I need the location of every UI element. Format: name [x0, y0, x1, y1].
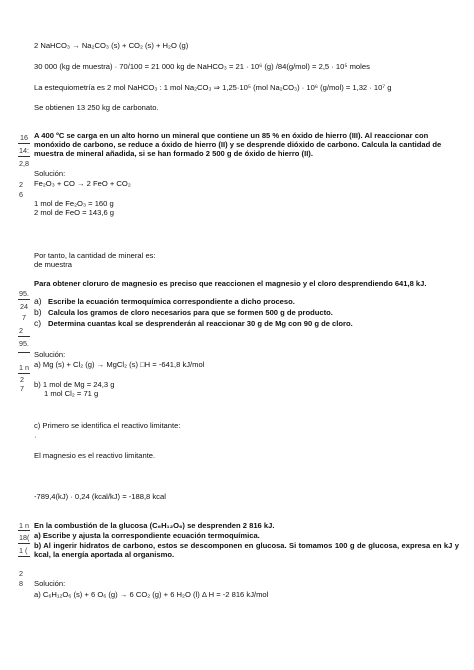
problem2-final-result: -789,4(kJ) · 0,24 (kcal/kJ) = -188,8 kcal [34, 492, 166, 501]
margin-rule [18, 156, 30, 157]
problem2-limiting-reagent: El magnesio es el reactivo limitante. [34, 451, 156, 460]
margin-fragment: 1 ( [19, 546, 28, 555]
problem2-item-b-marker: b) [34, 307, 42, 317]
intro-mass-line: 30 000 (kg de muestra) · 70/100 = 21 000 kg de NaHCO₃ = 21 · 10⁶ (g) /84(g/mol) = 2,5 · 10⁵ moles [34, 62, 370, 71]
margin-fragment: 1 n [19, 521, 29, 530]
problem2-statement: Para obtener cloruro de magnesio es preciso que reaccionen el magnesio y el cloro desprendiendo 641,8 kJ. [34, 279, 427, 288]
margin-fragment: 7 [22, 313, 26, 322]
problem2-solution-b-1: b) 1 mol de Mg = 24,3 g [34, 380, 115, 389]
problem2-solucion-label: Solución: [34, 350, 66, 359]
margin-fragment: 95. [19, 339, 29, 348]
margin-fragment: 2,8 [19, 159, 29, 168]
intro-stoich-line: La estequiometría es 2 mol NaHCO₃ : 1 mol Na₂CO₃ ⇒ 1,25·10⁵ (mol Na₂CO₃) · 10⁶ (g/mol) = 1,32 · 10⁷ g [34, 83, 392, 92]
margin-fragment: 8 [19, 579, 23, 588]
problem3-title: En la combustión de la glucosa (C₆H₁₂O₆) se desprenden 2 816 kJ. [34, 521, 275, 530]
problem1-conclusion-1: Por tanto, la cantidad de mineral es: [34, 251, 156, 260]
intro-reaction: 2 NaHCO₃ → Na₂CO₃ (s) + CO₂ (s) + H₂O (g) [34, 41, 189, 50]
margin-fragment: 7 [20, 384, 24, 393]
margin-rule [18, 336, 30, 337]
margin-rule [18, 143, 30, 144]
margin-rule [18, 530, 30, 531]
problem1-molar-1: 1 mol de Fe₂O₃ = 160 g [34, 199, 114, 208]
margin-fragment: 2 [19, 180, 23, 189]
margin-rule [18, 543, 30, 544]
problem2-solution-c-dot: · [34, 432, 37, 441]
margin-fragment: 14: [19, 146, 29, 155]
margin-fragment: 2 [19, 326, 23, 335]
margin-rule [18, 352, 30, 353]
problem2-item-a-marker: a) [34, 296, 42, 306]
margin-rule [18, 556, 30, 557]
problem1-molar-2: 2 mol de FeO = 143,6 g [34, 208, 114, 217]
problem2-item-b-text: Calcula los gramos de cloro necesarios para que se formen 500 g de producto. [48, 308, 333, 317]
margin-fragment: 6 [19, 190, 23, 199]
margin-rule [18, 373, 30, 374]
margin-fragment: 24 [20, 302, 28, 311]
problem1-solucion-label: Solución: [34, 169, 66, 178]
margin-fragment: 16 [20, 133, 28, 142]
margin-fragment: 1 n [19, 363, 29, 372]
problem3-solucion-label: Solución: [34, 579, 66, 588]
problem2-solution-c: c) Primero se identifica el reactivo limitante: [34, 421, 181, 430]
margin-fragment: 95. [19, 289, 29, 298]
problem3-item-a: a) Escribe y ajusta la correspondiente ecuación termoquímica. [34, 531, 260, 540]
margin-fragment: 2 [20, 375, 24, 384]
intro-result: Se obtienen 13 250 kg de carbonato. [34, 103, 159, 112]
problem2-solution-b-2: 1 mol Cl₂ = 71 g [44, 389, 99, 398]
problem3-solution-a: a) C₆H₁₂O₆ (s) + 6 O₆ (g) → 6 CO₂ (g) + 6 H₂O (l) Δ H = -2 816 kJ/mol [34, 590, 269, 599]
margin-fragment: 2 [19, 569, 23, 578]
margin-rule [18, 299, 30, 300]
margin-fragment: 18( [19, 533, 30, 542]
problem3-item-b: b) Al ingerir hidratos de carbono, estos se descomponen en glucosa. Si tomamos 100 g de glucosa, expresa en kJ y kcal, la energía aportada al organismo. [34, 541, 459, 559]
problem2-item-c-marker: c) [34, 318, 42, 328]
problem2-solution-a: a) Mg (s) + Cl₂ (g) → MgCl₂ (s) □H = -641,8 kJ/mol [34, 360, 205, 369]
problem1-reaction: Fe₂O₃ + CO → 2 FeO + CO₂ [34, 179, 131, 188]
problem2-item-a-text: Escribe la ecuación termoquímica correspondiente a dicho proceso. [48, 297, 295, 306]
problem1-statement: A 400 ºC se carga en un alto horno un mineral que contiene un 85 % en óxido de hierro (III). Al reaccionar con monóxido de carbono, se reduce a óxido de hierro (II) y se desprende dióxido de carbono. Calcula la cantidad de muestra de mineral añadida, si se han formado 2 500 g de óxido de hierro (II). [34, 131, 442, 158]
problem2-item-c-text: Determina cuantas kcal se desprenderán al reaccionar 30 g de Mg con 90 g de cloro. [48, 319, 353, 328]
problem1-conclusion-2: de muestra [34, 260, 72, 269]
